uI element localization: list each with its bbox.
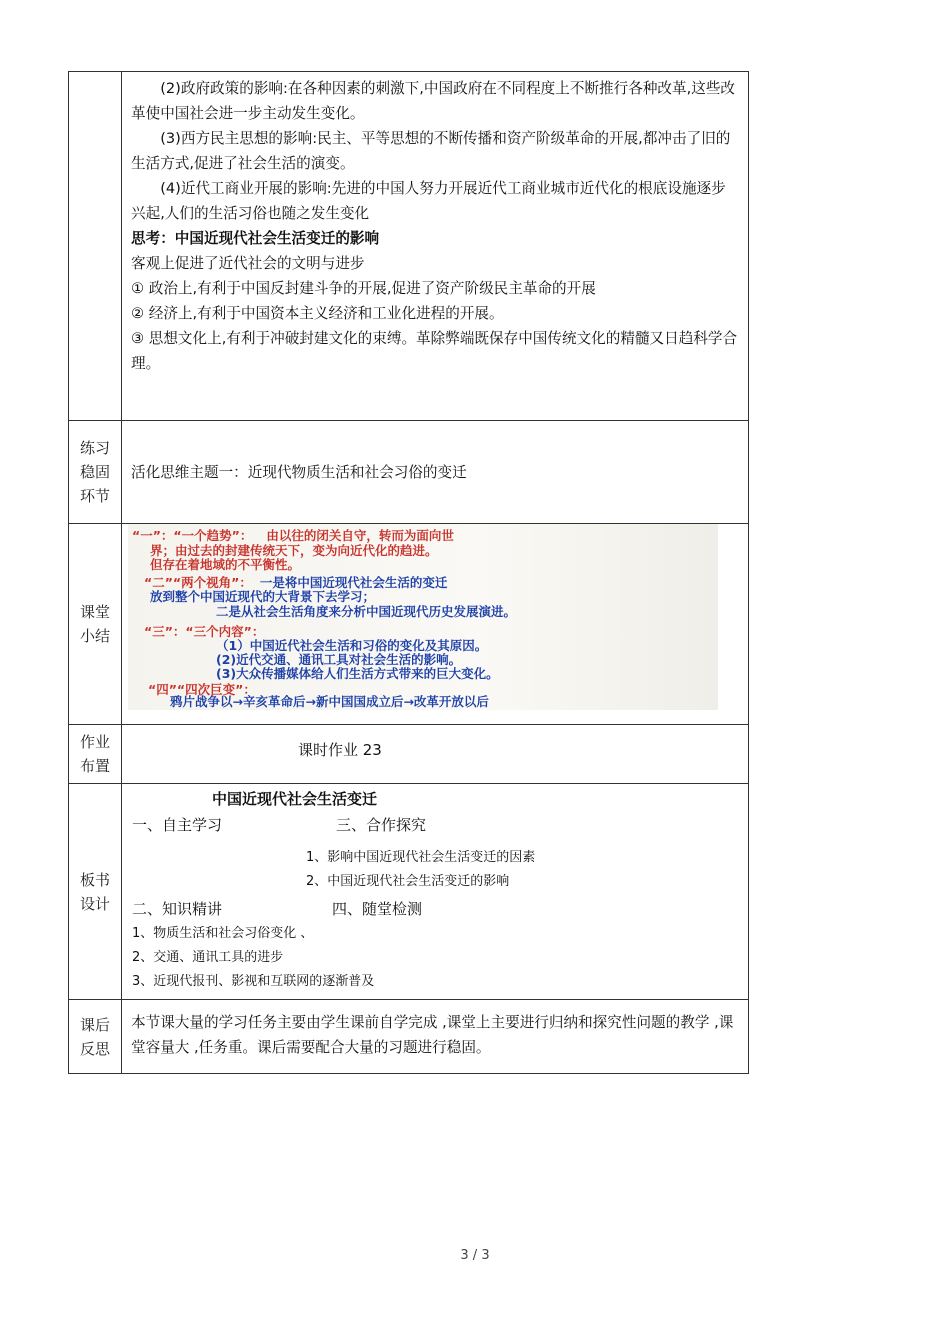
practice-content <box>122 421 749 524</box>
slide-line: 由以往的闭关自守，转而为面向世 <box>266 528 454 543</box>
slide-line: (2)近代交通、通讯工具对社会生活的影响。 <box>216 652 462 667</box>
board-content <box>122 784 749 1000</box>
slide-line: 但存在着地域的不平衡性。 <box>150 557 301 572</box>
board-item: 2、交通、通讯工具的进步 <box>132 950 284 965</box>
think-line: ③ 思想文化上,有利于冲破封建文化的束缚。革除弊端既保存中国传统文化的精髓又日趋科学合理。 <box>131 330 738 372</box>
think-line: ② 经济上,有利于中国资本主义经济和工业化进程的开展。 <box>131 305 504 322</box>
practice-text: 活化思维主题一：近现代物质生活和社会习俗的变迁 <box>131 463 467 481</box>
slide-line: 放到整个中国近现代的大背景下去学习； <box>150 589 376 604</box>
lesson-plan-table <box>68 71 749 1074</box>
slide-line: “一”：“一个趋势”： <box>132 528 253 543</box>
row1-label <box>69 72 122 421</box>
board-item: 三、合作探究 <box>336 816 427 834</box>
summary-content <box>122 524 749 725</box>
paragraph-western-democracy: (3)西方民主思想的影响:民主、平等思想的不断传播和资产阶级革命的开展,都冲击了旧的生活方式,促进了社会生活的演变。 <box>131 130 731 172</box>
paragraph-government: (2)政府政策的影响:在各种因素的刺激下,中国政府在不同程度上不断推行各种改革,这些改革使中国社会进一步主动发生变化。 <box>131 80 736 122</box>
board-item: 3、近现代报刊、影视和互联网的逐渐普及 <box>132 974 375 989</box>
row-summary <box>69 524 749 725</box>
practice-label: 练习 稳固 环节 <box>69 421 122 524</box>
board-label: 板书 设计 <box>69 784 122 1000</box>
homework-label: 作业 布置 <box>69 725 122 784</box>
board-item: 2、中国近现代社会生活变迁的影响 <box>306 874 510 889</box>
row-practice <box>69 421 749 524</box>
board-title: 中国近现代社会生活变迁 <box>212 790 378 808</box>
board-item: 一、自主学习 <box>132 816 223 834</box>
slide-line: “二”“两个视角”： <box>144 575 252 590</box>
board-item: 四、随堂检测 <box>332 900 423 918</box>
slide-line: “四”“四次巨变”： <box>148 682 256 697</box>
slide-line: 一是将中国近现代社会生活的变迁 <box>259 575 448 590</box>
board-item: 1、物质生活和社会习俗变化 、 <box>132 926 314 941</box>
homework-text: 课时作业 23 <box>298 741 382 759</box>
row-board-design <box>69 784 749 1000</box>
page-number: 3 / 3 <box>460 1248 490 1263</box>
slide-line: （1）中国近代社会生活和习俗的变化及其原因。 <box>216 638 488 653</box>
row-homework <box>69 725 749 784</box>
reflection-content <box>122 1000 749 1074</box>
paragraph-commerce: (4)近代工商业开展的影响:先进的中国人努力开展近代工商业城市近代化的根底设施逐步兴起,人们的生活习俗也随之发生变化 <box>131 180 726 222</box>
board-item: 1、影响中国近现代社会生活变迁的因素 <box>306 850 536 865</box>
homework-content <box>122 725 749 784</box>
row-reflection <box>69 1000 749 1074</box>
reflection-text: 本节课大量的学习任务主要由学生课前自学完成 ,课堂上主要进行归纳和探究性问题的教学 ,课堂容量大 ,任务重。课后需要配合大量的习题进行稳固。 <box>131 1014 734 1056</box>
summary-label: 课堂 小结 <box>69 524 122 725</box>
slide-line: 界；由过去的封建传统天下，变为向近代化的趋进。 <box>150 543 438 558</box>
think-line: ① 政治上,有利于中国反封建斗争的开展,促进了资产阶级民主革命的开展 <box>131 280 596 297</box>
row1-content <box>122 72 749 421</box>
board-item: 二、知识精讲 <box>132 900 223 918</box>
slide-line: 鸦片战争以→辛亥革命后→新中国国成立后→改革开放以后 <box>170 694 489 709</box>
reflection-label: 课后 反思 <box>69 1000 122 1074</box>
think-line: 客观上促进了近代社会的文明与进步 <box>131 255 365 272</box>
think-heading: 思考：中国近现代社会生活变迁的影响 <box>131 230 380 247</box>
summary-slide-image <box>128 524 718 710</box>
slide-line: 二是从社会生活角度来分析中国近现代历史发展演进。 <box>216 604 517 619</box>
row-content-continued <box>69 72 749 421</box>
slide-line: “三”：“三个内容”： <box>144 624 265 639</box>
slide-line: (3)大众传播媒体给人们生活方式带来的巨大变化。 <box>216 666 499 681</box>
